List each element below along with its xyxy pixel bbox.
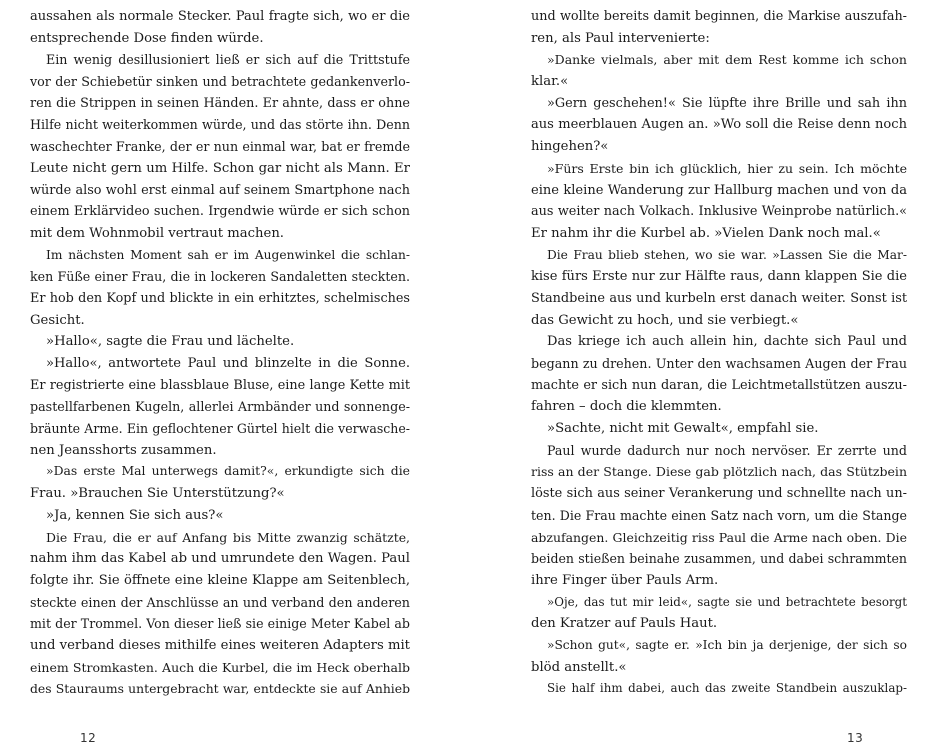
text-line: »Fürs Erste bin ich glücklich, hier zu sein. Ich möchte: [547, 160, 907, 176]
text-line: Frau. »Brauchen Sie Unterstützung?«: [30, 486, 285, 502]
text-line: »Danke vielmals, aber mit dem Rest komme ich schon: [547, 52, 907, 68]
right-page-text: [531, 6, 907, 700]
text-line: aus weiter nach Volkach. Inklusive Weinprobe natürlich.«: [531, 204, 907, 220]
left-page-text: [30, 6, 410, 700]
text-line: und verband dieses mithilfe eines weiteren Adapters mit: [30, 637, 410, 653]
text-line: pastellfarbenen Kugeln, allerlei Armbänder und sonnenge-: [30, 399, 410, 415]
text-line: blöd anstellt.«: [531, 659, 627, 675]
text-line: Er hob den Kopf und blickte in ein erhitztes, schelmisches: [30, 290, 410, 306]
text-line: vor der Schiebetür sinken und betrachtete gedankenverlo-: [30, 74, 410, 90]
text-line: eine kleine Wanderung zur Hallburg machen und von da: [531, 182, 907, 198]
text-line: Im nächsten Moment sah er im Augenwinkel die schlan-: [46, 247, 410, 262]
text-line: ten. Die Frau machte einen Satz nach vorn, um die Stange: [531, 507, 907, 523]
text-line: begann zu drehen. Unter den wachsamen Augen der Frau: [531, 356, 907, 371]
text-line: Die Frau, die er auf Anfang bis Mitte zwanzig schätzte,: [46, 529, 410, 545]
text-line: nahm ihm das Kabel ab und umrundete den Wagen. Paul: [30, 551, 410, 567]
text-line: »Sachte, nicht mit Gewalt«, empfahl sie.: [547, 421, 819, 437]
text-line: einem Erklärvideo suchen. Irgendwie würde er sich schon: [30, 204, 410, 220]
text-line: und wollte bereits damit beginnen, die Markise auszufah-: [531, 9, 907, 24]
text-line: kise fürs Erste nur zur Hälfte raus, dann klappen Sie die: [531, 269, 907, 285]
text-line: beiden stießen beinahe zusammen, und dabei schrammten: [531, 551, 907, 567]
text-line: würde also wohl erst einmal auf seinem Smartphone nach: [30, 182, 410, 198]
text-line: mit der Trommel. Von dieser ließ sie einige Meter Kabel ab: [30, 616, 410, 632]
text-line: Er registrierte eine blassblaue Bluse, eine lange Kette mit: [30, 377, 410, 393]
text-line: fahren – doch die klemmten.: [531, 399, 722, 415]
text-line: »Gern geschehen!« Sie lüpfte ihre Brille und sah ihn: [547, 95, 907, 111]
text-line: Ein wenig desillusioniert ließ er sich auf die Trittstufe: [46, 52, 410, 68]
text-line: mit dem Wohnmobil vertraut machen.: [30, 225, 285, 241]
text-line: Leute nicht gern um Hilfe. Schon gar nicht als Mann. Er: [30, 160, 410, 176]
text-line: einem Stromkasten. Auch die Kurbel, die im Heck oberhalb: [30, 659, 410, 675]
text-line: abzufangen. Gleichzeitig riss Paul die Arme nach oben. Die: [531, 529, 907, 545]
text-line: des Stauraums untergebracht war, entdeckte sie auf Anhieb: [30, 681, 410, 697]
left-page: [30, 0, 410, 756]
text-line: Er nahm ihr die Kurbel ab. »Vielen Dank noch mal.«: [531, 225, 881, 241]
text-line: das Gewicht zu hoch, und sie verbiegt.«: [531, 312, 799, 328]
text-line: hingehen?«: [531, 139, 609, 155]
text-line: »Hallo«, antwortete Paul und blinzelte in die Sonne.: [46, 356, 410, 371]
text-line: riss an der Stange. Diese gab plötzlich nach, das Stützbein: [531, 464, 907, 480]
text-line: »Oje, das tut mir leid«, sagte sie und betrachtete besorgt: [547, 594, 907, 609]
text-line: folgte ihr. Sie öffnete eine kleine Klappe am Seitenblech,: [30, 572, 410, 588]
text-line: Die Frau blieb stehen, wo sie war. »Lassen Sie die Mar-: [547, 247, 907, 262]
text-line: »Hallo«, sagte die Frau und lächelte.: [46, 334, 295, 350]
text-line: ren die Strippen in seinen Händen. Er ahnte, dass er ohne: [30, 95, 410, 111]
text-line: Hilfe nicht weiterkommen würde, und das störte ihn. Denn: [30, 117, 410, 133]
text-line: »Schon gut«, sagte er. »Ich bin ja derjenige, der sich so: [547, 637, 907, 652]
text-line: Gesicht.: [30, 312, 85, 328]
text-line: »Das erste Mal unterwegs damit?«, erkundigte sich die: [46, 464, 410, 479]
text-line: aussahen als normale Stecker. Paul fragte sich, wo er die: [30, 9, 410, 24]
text-line: entsprechende Dose finden würde.: [30, 30, 264, 46]
text-line: waschechter Franke, der er nun einmal war, bat er fremde: [30, 139, 410, 155]
text-line: löste sich aus seiner Verankerung und schnellte nach un-: [531, 486, 907, 502]
right-page: [531, 0, 907, 756]
text-line: bräunte Arme. Ein geflochtener Gürtel hielt die verwasche-: [30, 421, 410, 437]
text-line: aus meerblauen Augen an. »Wo soll die Reise denn noch: [531, 117, 907, 133]
text-line: nen Jeansshorts zusammen.: [30, 442, 217, 458]
left-page-number: 12: [80, 731, 97, 745]
text-line: Paul wurde dadurch nur noch nervöser. Er zerrte und: [547, 442, 907, 458]
text-line: ihre Finger über Pauls Arm.: [531, 572, 719, 588]
text-line: machte er sich nun daran, die Leichtmetallstützen auszu-: [531, 377, 907, 393]
right-page-number: 13: [847, 731, 864, 745]
text-line: klar.«: [531, 74, 569, 90]
text-line: ren, als Paul intervenierte:: [531, 30, 710, 46]
text-line: steckte einen der Anschlüsse an und verband den anderen: [30, 594, 410, 610]
text-line: ken Füße einer Frau, die in lockeren Sandaletten steckten.: [30, 269, 410, 285]
text-line: »Ja, kennen Sie sich aus?«: [46, 507, 224, 523]
text-line: Das kriege ich auch allein hin, dachte sich Paul und: [547, 334, 907, 350]
text-line: den Kratzer auf Pauls Haut.: [531, 616, 718, 632]
text-line: Sie half ihm dabei, auch das zweite Standbein auszuklap-: [547, 681, 907, 696]
text-line: Standbeine aus und kurbeln erst danach weiter. Sonst ist: [531, 290, 907, 306]
